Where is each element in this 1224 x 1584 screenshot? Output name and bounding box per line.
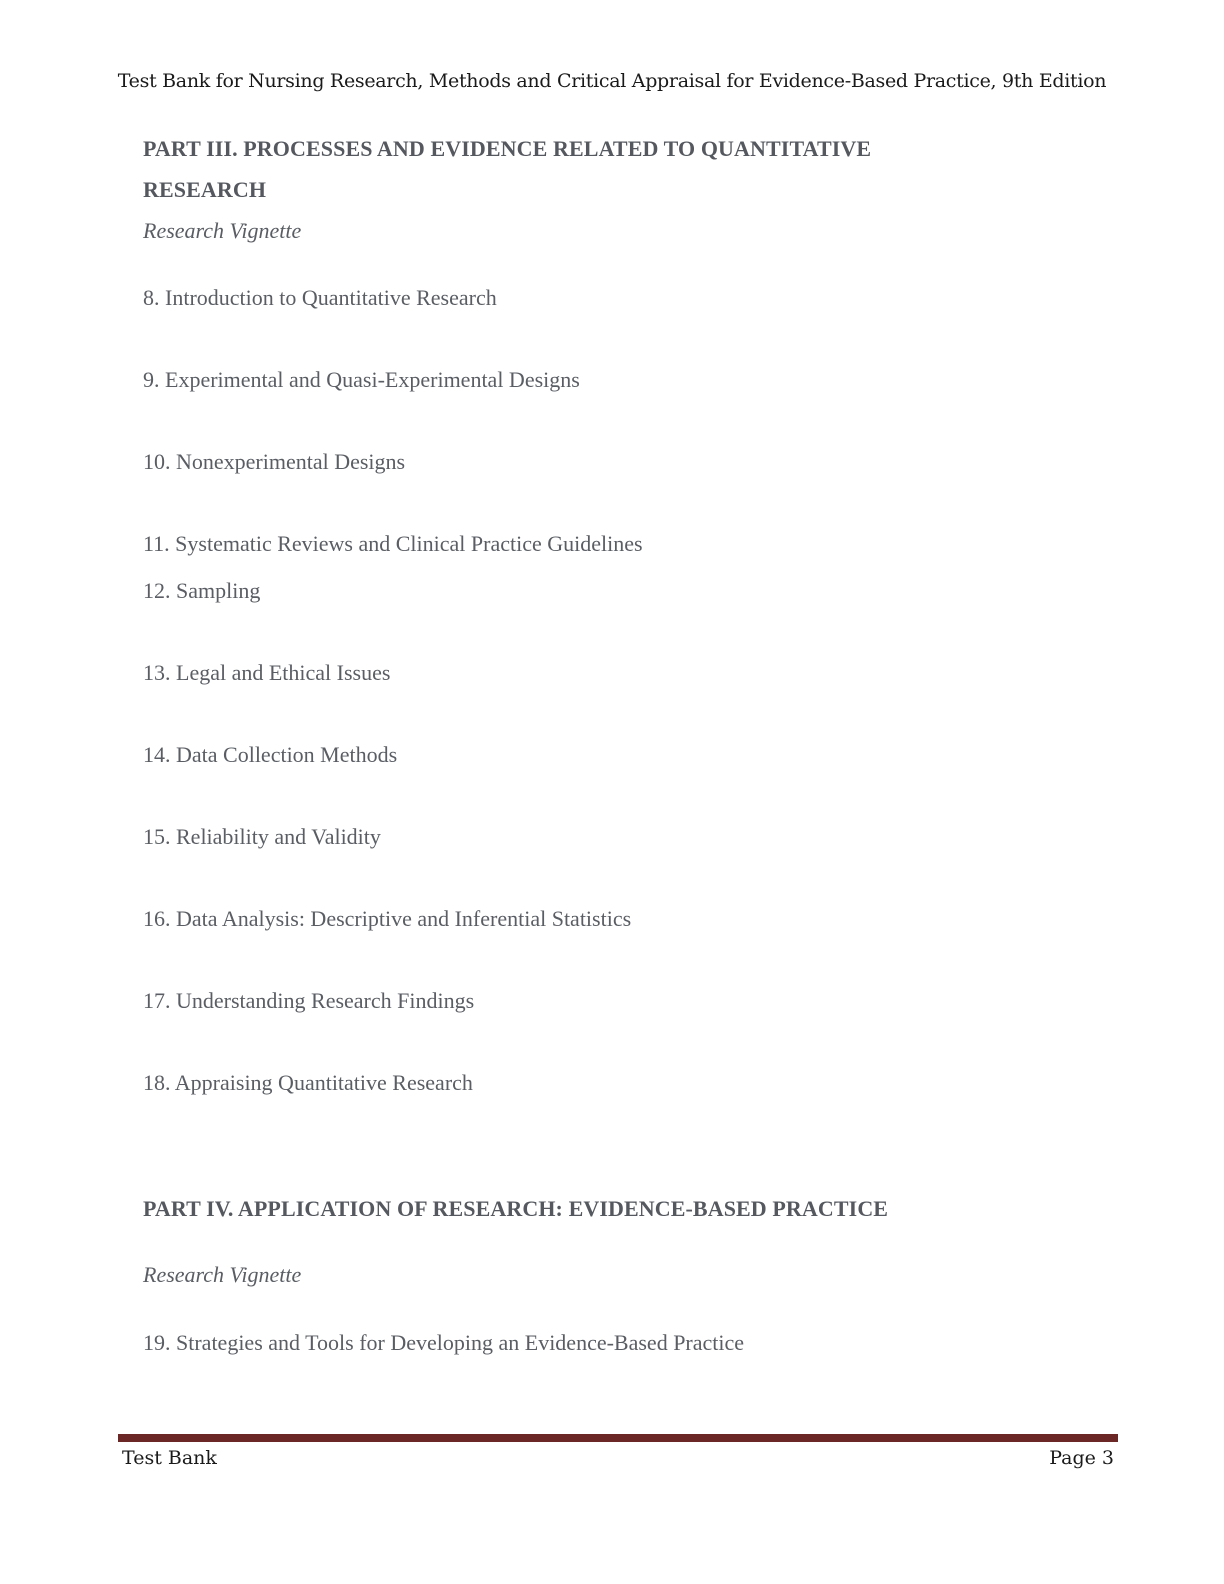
toc-item-chapter-19: 19. Strategies and Tools for Developing an Evidence-Based Practice <box>143 1330 745 1355</box>
part-iv-heading: PART IV. APPLICATION OF RESEARCH: EVIDENCE-BASED PRACTICE <box>143 1196 889 1221</box>
page-number: Page 3 <box>1049 1447 1114 1469</box>
toc-item-chapter-15: 15. Reliability and Validity <box>143 824 381 849</box>
toc-item-chapter-10: 10. Nonexperimental Designs <box>143 449 406 474</box>
toc-item-chapter-12: 12. Sampling <box>143 578 261 603</box>
toc-item-chapter-14: 14. Data Collection Methods <box>143 742 398 767</box>
part-iv-research-vignette: Research Vignette <box>143 1262 302 1287</box>
toc-item-chapter-18: 18. Appraising Quantitative Research <box>143 1070 473 1095</box>
part-iii-research-vignette: Research Vignette <box>143 218 302 243</box>
toc-item-chapter-8: 8. Introduction to Quantitative Research <box>143 285 497 310</box>
footer-label: Test Bank <box>122 1447 217 1469</box>
footer-divider <box>118 1434 1118 1442</box>
toc-item-chapter-11: 11. Systematic Reviews and Clinical Practice Guidelines <box>143 531 643 556</box>
toc-item-chapter-9: 9. Experimental and Quasi-Experimental Designs <box>143 367 580 392</box>
toc-item-chapter-13: 13. Legal and Ethical Issues <box>143 660 391 685</box>
page-header-title: Test Bank for Nursing Research, Methods and Critical Appraisal for Evidence-Based Practice, 9th Edition <box>117 70 1107 92</box>
part-iii-heading-line1: PART III. PROCESSES AND EVIDENCE RELATED TO QUANTITATIVE <box>143 136 872 161</box>
toc-item-chapter-16: 16. Data Analysis: Descriptive and Inferential Statistics <box>143 906 632 931</box>
part-iii-heading-line2: RESEARCH <box>143 177 267 202</box>
toc-item-chapter-17: 17. Understanding Research Findings <box>143 988 475 1013</box>
